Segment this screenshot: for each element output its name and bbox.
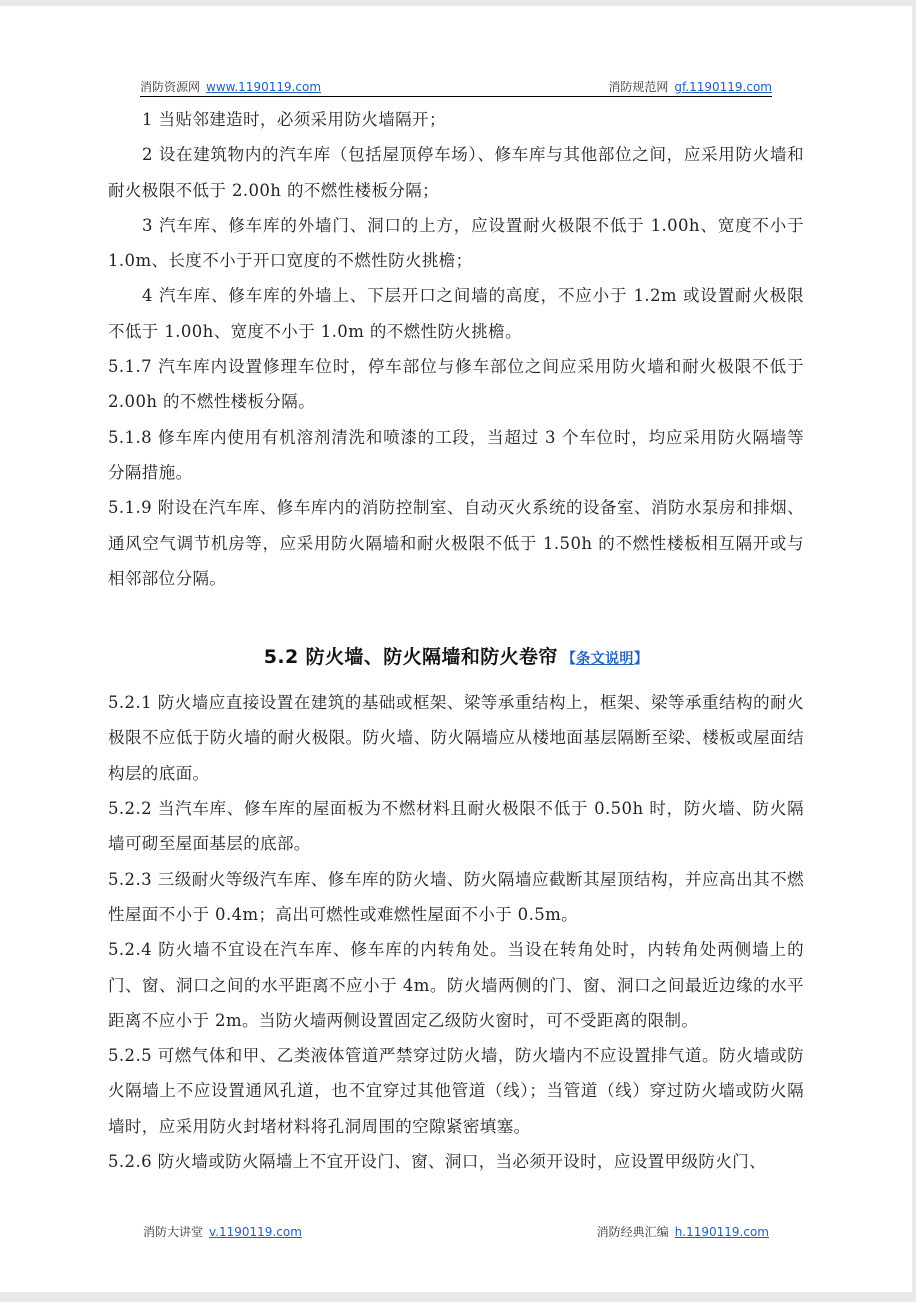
header-right-label: 消防规范网 (608, 80, 669, 94)
list-item: 3 汽车库、修车库的外墙门、洞口的上方，应设置耐火极限不低于 1.00h、宽度不小于 1.0m、长度不小于开口宽度的不燃性防火挑檐； (108, 215, 804, 271)
page-footer (143, 1222, 769, 1242)
header-right (608, 78, 772, 96)
document-page (0, 6, 912, 1292)
clause-explanation-label[interactable]: 条文说明 (576, 651, 634, 668)
bracket-close: 】 (633, 651, 649, 668)
footer-left (143, 1222, 302, 1242)
header-left-link[interactable]: www.1190119.com (206, 80, 322, 94)
bracket-open: 【 (561, 651, 577, 668)
clause-5-2-1: 5.2.1 防火墙应直接设置在建筑的基础或框架、梁等承重结构上，框架、梁等承重结构的耐火极限不应低于防火墙的耐火极限。防火墙、防火隔墙应从楼地面基层隔断至梁、楼板或屋面结构层的底面。 (108, 693, 804, 783)
clause-explanation-link[interactable] (562, 651, 648, 667)
clause-5-1-8: 5.1.8 修车库内使用有机溶剂清洗和喷漆的工段，当超过 3 个车位时，均应采用防火隔墙等分隔措施。 (108, 427, 804, 482)
footer-right-label: 消防经典汇编 (596, 1225, 669, 1239)
footer-right (597, 1222, 769, 1242)
clause-5-2-5: 5.2.5 可燃气体和甲、乙类液体管道严禁穿过防火墙，防火墙内不应设置排气道。防火墙或防火隔墙上不应设置通风孔道，也不宜穿过其他管道（线）；当管道（线）穿过防火墙或防火隔墙时，应采用防火封堵材料将孔洞周围的空隙紧密填塞。 (108, 1046, 804, 1136)
clause-5-1-9: 5.1.9 附设在汽车库、修车库内的消防控制室、自动灭火系统的设备室、消防水泵房和排烟、通风空气调节机房等，应采用防火隔墙和耐火极限不低于 1.50h 的不燃性楼板相互隔开或与相邻部位分隔。 (108, 498, 804, 588)
section-heading-5-2 (108, 640, 804, 677)
list-item: 4 汽车库、修车库的外墙上、下层开口之间墙的高度，不应小于 1.2m 或设置耐火极限不低于 1.00h、宽度不小于 1.0m 的不燃性防火挑檐。 (108, 286, 804, 341)
clause-5-2-3: 5.2.3 三级耐火等级汽车库、修车库的防火墙、防火隔墙应截断其屋顶结构，并应高出其不燃性屋面不小于 0.4m；高出可燃性或难燃性屋面不小于 0.5m。 (108, 869, 804, 924)
clause-5-1-7: 5.1.7 汽车库内设置修理车位时，停车部位与修车部位之间应采用防火墙和耐火极限不低于 2.00h 的不燃性楼板分隔。 (108, 357, 804, 412)
list-item: 2 设在建筑物内的汽车库（包括屋顶停车场）、修车库与其他部位之间，应采用防火墙和耐火极限不低于 2.00h 的不燃性楼板分隔； (108, 145, 804, 200)
clause-5-2-6: 5.2.6 防火墙或防火隔墙上不宜开设门、窗、洞口，当必须开设时，应设置甲级防火门、 (108, 1152, 767, 1172)
document-body (108, 102, 804, 1179)
footer-left-link[interactable]: v.1190119.com (209, 1225, 302, 1239)
page-header (140, 78, 772, 97)
clause-5-2-4: 5.2.4 防火墙不宜设在汽车库、修车库的内转角处。当设在转角处时，内转角处两侧墙上的门、窗、洞口之间的水平距离不应小于 4m。防火墙两侧的门、窗、洞口之间最近边缘的水平距离不应小于 2m。当防火墙两侧设置固定乙级防火窗时，可不受距离的限制。 (108, 940, 804, 1030)
list-item: 1 当贴邻建造时，必须采用防火墙隔开； (142, 110, 446, 129)
footer-left-label: 消防大讲堂 (143, 1225, 204, 1239)
header-left (140, 78, 321, 96)
header-left-label: 消防资源网 (140, 80, 201, 94)
header-right-link[interactable]: gf.1190119.com (674, 80, 772, 94)
footer-right-link[interactable]: h.1190119.com (674, 1225, 769, 1239)
clause-5-2-2: 5.2.2 当汽车库、修车库的屋面板为不燃材料且耐火极限不低于 0.50h 时，防火墙、防火隔墙可砌至屋面基层的底部。 (108, 799, 804, 854)
section-title: 5.2 防火墙、防火隔墙和防火卷帘 (263, 646, 558, 669)
